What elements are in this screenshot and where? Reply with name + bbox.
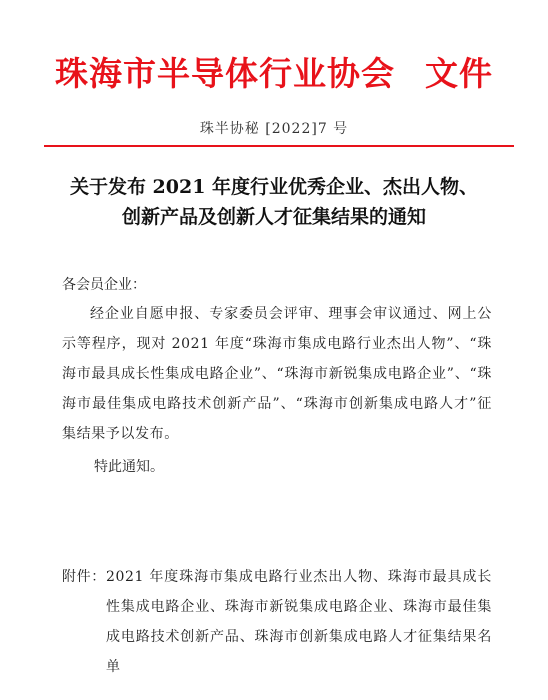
attachment-label: 附件：	[62, 569, 106, 585]
doc-type-label: 文件	[425, 54, 493, 93]
closing-line: 特此通知。	[94, 459, 164, 475]
attachment-block	[62, 562, 492, 682]
red-divider-line	[44, 145, 514, 147]
org-name: 珠海市半导体行业协会	[55, 54, 395, 93]
notice-title-line-1: 关于发布 2021 年度行业优秀企业、杰出人物、	[69, 176, 479, 198]
body-paragraph: 经企业自愿申报、专家委员会评审、理事会审议通过、网上公示等程序，现对 2021 年度“珠海市集成电路行业杰出人物”、“珠海市最具成长性集成电路企业”、“珠海市新锐集成电路企业”、“珠海市最佳集成电路技术创新产品”、“珠海市创新集成电路人才”征集结果予以发布。	[62, 306, 492, 442]
salutation: 各会员企业：	[62, 277, 146, 293]
attachment-text: 2021 年度珠海市集成电路行业杰出人物、珠海市最具成长性集成电路企业、珠海市新锐集成电路企业、珠海市最佳集成电路技术创新产品、珠海市创新集成电路人才征集结果名单	[106, 569, 492, 675]
document-header-title	[0, 48, 548, 95]
document-number: 珠半协秘 [2022]7 号	[199, 121, 349, 137]
notice-title	[0, 172, 548, 232]
notice-title-line-2: 创新产品及创新人才征集结果的通知	[121, 206, 426, 228]
